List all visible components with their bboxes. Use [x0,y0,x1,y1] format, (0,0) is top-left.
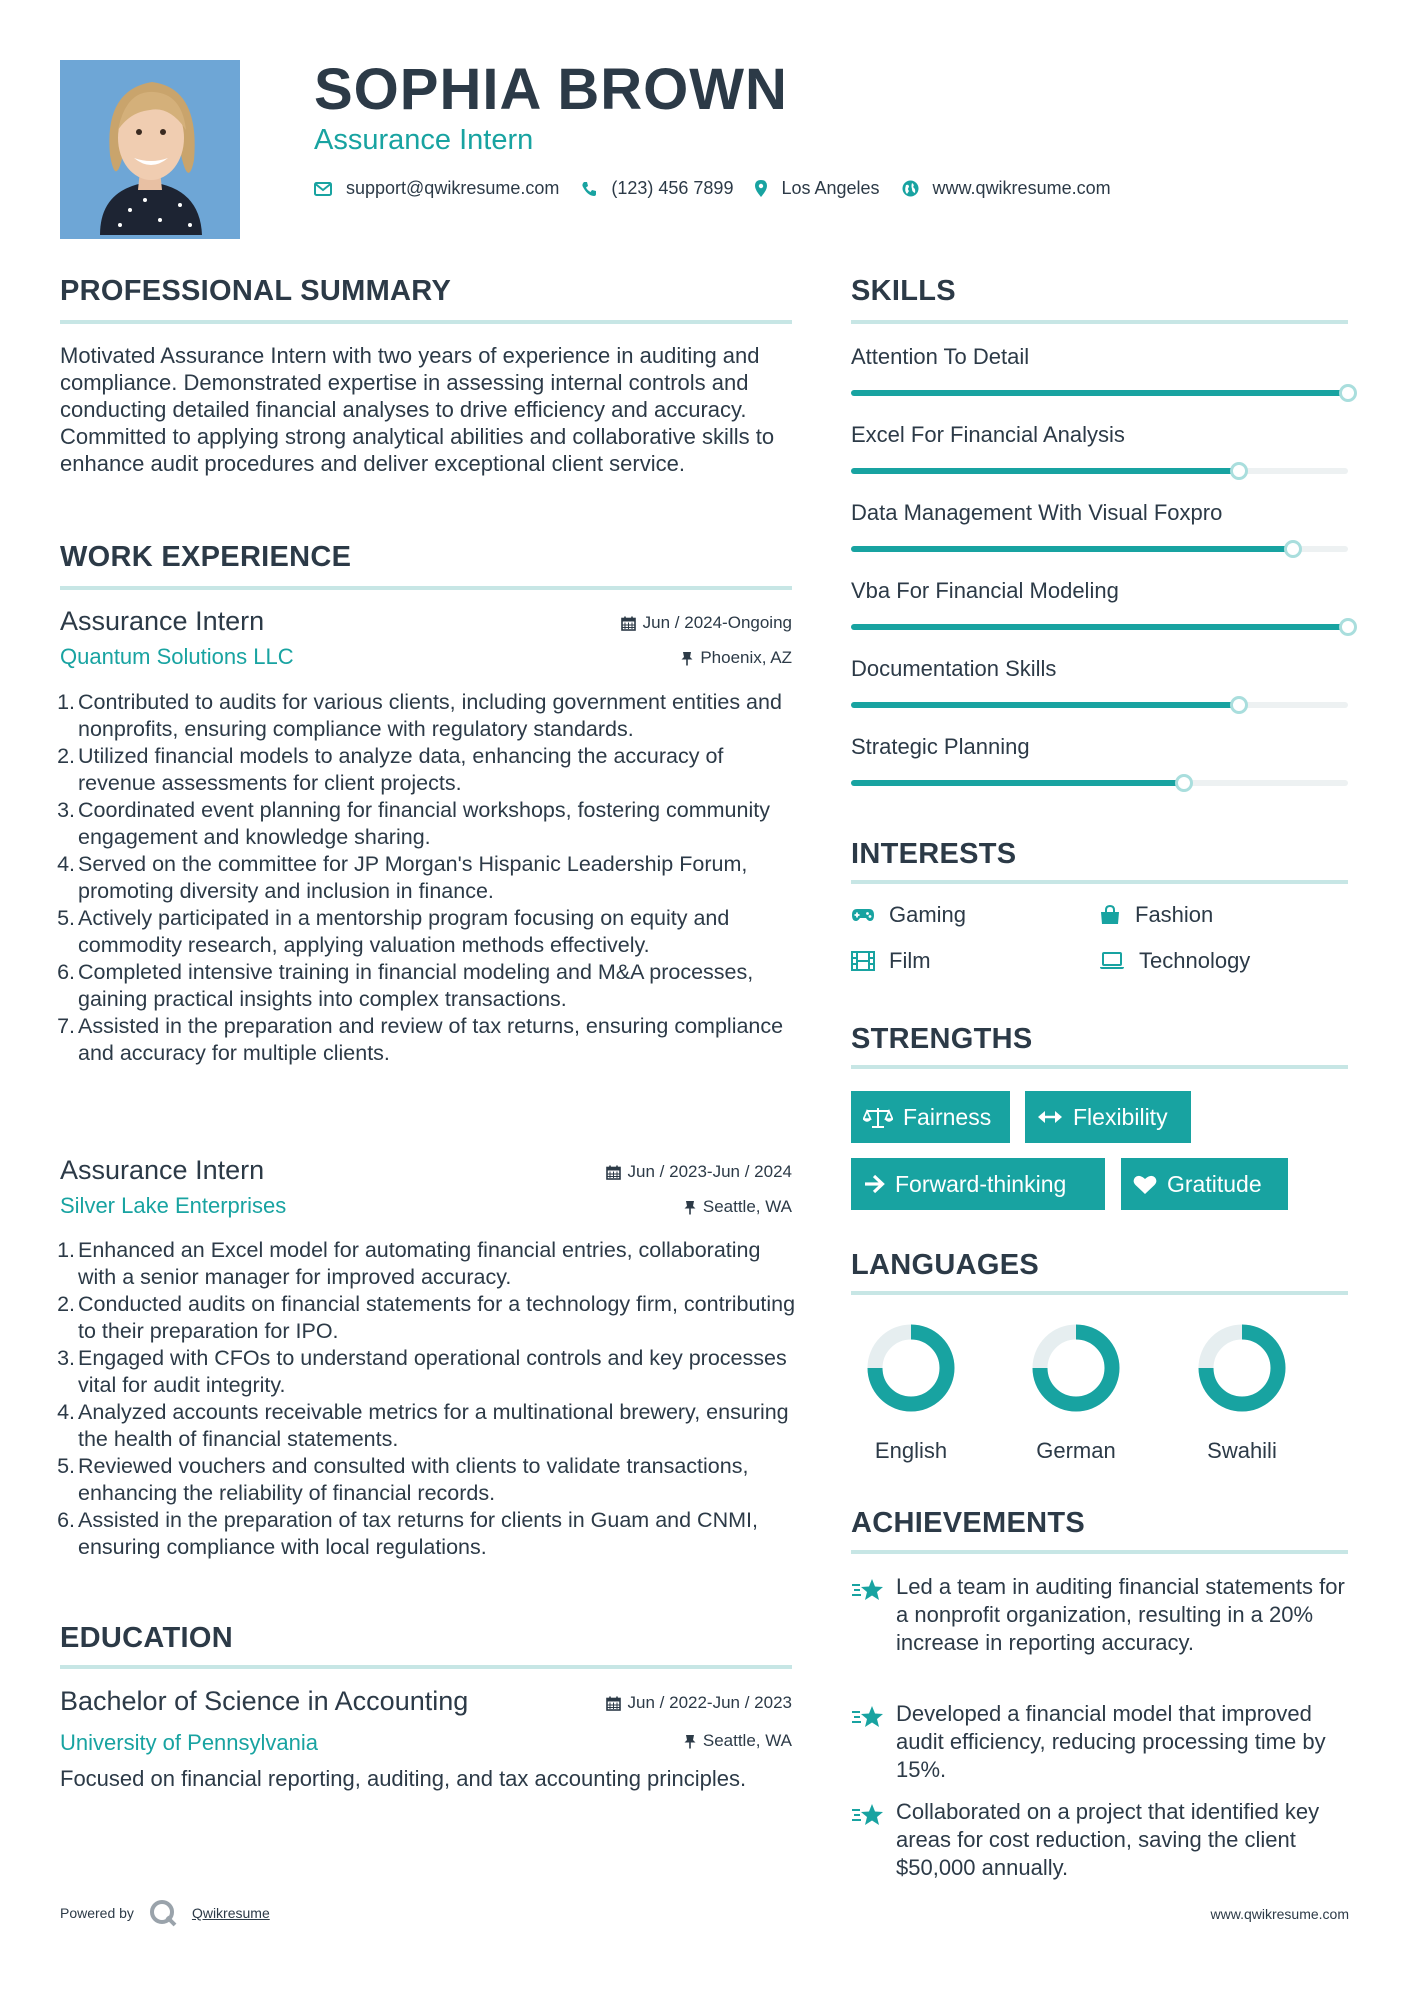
pushpin-icon [684,1734,696,1749]
strengths-heading: STRENGTHS [851,1023,1033,1055]
interest-label: Fashion [1135,902,1214,927]
envelope-icon [314,182,332,196]
skill-bar [851,702,1348,708]
skills-heading: SKILLS [851,275,956,307]
contact-phone[interactable] [581,178,733,199]
job-company: Quantum Solutions LLC [60,644,294,669]
calendar-icon [606,1165,621,1180]
list-item: 5. Actively participated in a mentorship program focusing on equity and commodity research, applying valuation methods effectively. [57,906,730,957]
experience-heading: WORK EXPERIENCE [60,541,352,573]
job-location-text: Seattle, WA [702,1197,792,1216]
list-item: 6. Assisted in the preparation of tax returns for clients in Guam and CNMI, ensuring compliance with local regulations. [57,1508,758,1559]
skill-label: Excel For Financial Analysis [851,422,1125,447]
skill-label: Attention To Detail [851,344,1030,369]
footer-website[interactable]: www.qwikresume.com [1210,1906,1349,1922]
job-date [606,1162,792,1182]
education-date-text: Jun / 2022-Jun / 2023 [627,1693,792,1712]
contact-email-text: support@qwikresume.com [346,178,560,198]
bullet-text: Utilized financial models to analyze data, enhancing the accuracy of revenue assessments for client projects. [78,744,724,795]
strength-label: Gratitude [1167,1170,1262,1197]
shooting-star-icon [851,1704,885,1730]
candidate-title: Assurance Intern [314,124,534,156]
footer-brand-link[interactable]: Qwikresume [191,1905,270,1921]
job-location-text: Phoenix, AZ [700,648,792,667]
education-degree: Bachelor of Science in Accounting [60,1686,469,1716]
education-location-text: Seattle, WA [702,1731,792,1750]
language-label: English [874,1438,948,1463]
skill-bar-fill [851,780,1184,786]
bullet-text: Analyzed accounts receivable metrics for a multinational brewery, ensuring the health of financial statements. [78,1400,789,1451]
strength-chip [1121,1158,1288,1210]
film-icon [851,951,875,971]
interest-label: Gaming [889,902,967,927]
bullet-text: Conducted audits on financial statements for a technology firm, contributing to their preparation for IPO. [78,1292,796,1343]
skill-bar-fill [851,546,1293,552]
summary-text: Motivated Assurance Intern with two years of experience in auditing and compliance. Demonstrated expertise in assessing internal controls and conducting detailed financial analyses to drive efficiency and accuracy. Committed to applying strong analytical abilities and collaborative skills to enhance audit procedures and deliver exceptional client service. [60,343,775,476]
strength-chip [1025,1091,1191,1143]
achievements-heading: ACHIEVEMENTS [851,1507,1086,1539]
bullet-text: Reviewed vouchers and consulted with clients to validate transactions, enhancing the reliability of financial records. [78,1454,749,1505]
heart-icon [1133,1174,1157,1195]
bullet-text: Completed intensive training in financial modeling and M&A processes, gaining practical insights into complex transactions. [78,960,754,1011]
interest-item [851,948,931,974]
list-item: 2. Utilized financial models to analyze data, enhancing the accuracy of revenue assessments for client projects. [57,744,724,795]
skill-label: Vba For Financial Modeling [851,578,1119,603]
job-1-bullets [57,689,798,1067]
skill-bar [851,390,1348,396]
bullet-text: Assisted in the preparation and review of tax returns, ensuring compliance and accuracy for multiple clients. [78,1014,784,1065]
shooting-star-icon [851,1802,885,1828]
contact-phone-text: (123) 456 7899 [611,178,734,198]
education-description: Focused on financial reporting, auditing, and tax accounting principles. [60,1766,747,1791]
interest-label: Technology [1139,948,1251,973]
balance-scale-icon [863,1106,893,1128]
job-company: Silver Lake Enterprises [60,1193,287,1218]
education-date [606,1693,792,1713]
skill-label: Data Management With Visual Foxpro [851,500,1223,525]
list-item: 4. Served on the committee for JP Morgan's Hispanic Leadership Forum, promoting diversity and inclusion in finance. [57,852,748,903]
list-item: 3. Engaged with CFOs to understand operational controls and key processes vital for audit integrity. [57,1346,787,1397]
language-ring [863,1320,959,1416]
achievement-item [851,1700,1351,1784]
job-location [684,1197,792,1217]
phone-icon [581,181,597,197]
bullet-text: Coordinated event planning for financial workshops, fostering community engagement and knowledge sharing. [78,798,770,849]
pushpin-icon [684,1200,696,1215]
contact-location-text: Los Angeles [781,178,880,198]
achievement-item [851,1573,1351,1657]
language-item [1011,1320,1141,1464]
list-item: 4. Analyzed accounts receivable metrics for a multinational brewery, ensuring the health of financial statements. [57,1400,789,1451]
strength-label: Forward-thinking [895,1170,1067,1197]
qwikresume-logo-icon [148,1898,178,1928]
bullet-text: Engaged with CFOs to understand operational controls and key processes vital for audit integrity. [78,1346,787,1397]
interest-item [1099,948,1250,974]
interest-label: Film [889,948,931,973]
job-role: Assurance Intern [60,606,265,636]
strength-chip [851,1158,1105,1210]
interest-item [1099,902,1213,928]
achievement-item [851,1798,1351,1882]
strength-chip [851,1091,1010,1143]
skill-bar-fill [851,702,1239,708]
contact-bar [314,178,1133,199]
bullet-text: Assisted in the preparation of tax returns for clients in Guam and CNMI, ensuring compliance with local regulations. [78,1508,758,1559]
education-heading: EDUCATION [60,1622,233,1654]
map-pin-icon [755,180,767,197]
skill-bar [851,468,1348,474]
list-item: 1. Enhanced an Excel model for automating financial entries, collaborating with a senior manager for improved accuracy. [57,1238,761,1289]
summary-rule [60,320,792,324]
pushpin-icon [681,651,693,666]
calendar-icon [621,616,636,631]
powered-by-label: Powered by [60,1905,134,1921]
strength-label: Flexibility [1073,1103,1168,1130]
list-item: 5. Reviewed vouchers and consulted with clients to validate transactions, enhancing the reliability of financial records. [57,1454,749,1505]
skills-rule [851,320,1348,324]
education-school: University of Pennsylvania [60,1730,319,1755]
contact-email[interactable] [314,178,559,199]
skill-label: Documentation Skills [851,656,1057,681]
laptop-icon [1099,952,1125,970]
job-date-text: Jun / 2023-Jun / 2024 [627,1162,792,1181]
job-header-1 [60,606,792,676]
skill-bar-knob [1284,540,1302,558]
footer-powered-by [60,1898,270,1928]
education-header [60,1686,792,1756]
interest-item [851,902,966,928]
strength-label: Fairness [903,1103,992,1130]
bullet-text: Served on the committee for JP Morgan's Hispanic Leadership Forum, promoting diversity and inclusion in finance. [78,852,748,903]
language-label: Swahili [1207,1438,1277,1463]
skill-bar-fill [851,624,1348,630]
job-location [681,648,792,668]
language-item [1177,1320,1307,1464]
job-header-2 [60,1155,792,1225]
education-location [684,1731,792,1751]
gamepad-icon [851,907,875,923]
contact-website-text: www.qwikresume.com [932,178,1111,198]
list-item: 2. Conducted audits on financial statements for a technology firm, contributing to their preparation for IPO. [57,1292,796,1343]
job-2-bullets [57,1237,798,1561]
skill-bar-knob [1339,384,1357,402]
list-item: 1. Contributed to audits for various clients, including government entities and nonprofits, ensuring compliance with regulatory standards. [57,690,782,741]
languages-heading: LANGUAGES [851,1249,1039,1281]
arrow-right-icon [863,1174,885,1194]
job-date-text: Jun / 2024-Ongoing [642,613,792,632]
skill-bar [851,624,1348,630]
language-item [846,1320,976,1464]
shooting-star-icon [851,1577,885,1603]
contact-website[interactable] [902,178,1111,199]
job-date [621,613,792,633]
contact-location [755,178,879,199]
experience-rule [60,586,792,590]
language-ring [1028,1320,1124,1416]
profile-photo [60,60,240,239]
shopping-bag-icon [1099,905,1121,925]
achievements-rule [851,1550,1348,1554]
arrows-horizontal-icon [1037,1109,1063,1125]
language-label: German [1036,1438,1116,1463]
skill-bar-knob [1230,462,1248,480]
candidate-name: SOPHIA BROWN [314,57,788,122]
bullet-text: Contributed to audits for various clients, including government entities and nonprofits, ensuring compliance with regulatory standards. [78,690,782,741]
education-rule [60,1665,792,1669]
skill-label: Strategic Planning [851,734,1030,759]
achievement-text: Led a team in auditing financial statements for a nonprofit organization, resulting in a 20% increase in reporting accuracy. [896,1574,1345,1655]
bullet-text: Enhanced an Excel model for automating financial entries, collaborating with a senior manager for improved accuracy. [78,1238,761,1289]
interests-heading: INTERESTS [851,838,1017,870]
skill-bar [851,780,1348,786]
skill-bar-fill [851,468,1239,474]
skill-bar-knob [1175,774,1193,792]
job-role: Assurance Intern [60,1155,265,1185]
language-ring [1194,1320,1290,1416]
calendar-icon [606,1696,621,1711]
globe-icon [902,180,919,197]
achievement-text: Developed a financial model that improved audit efficiency, reducing processing time by 15%. [896,1701,1326,1782]
list-item: 6. Completed intensive training in financial modeling and M&A processes, gaining practical insights into complex transactions. [57,960,754,1011]
interests-rule [851,880,1348,884]
list-item: 3. Coordinated event planning for financial workshops, fostering community engagement and knowledge sharing. [57,798,770,849]
summary-heading: PROFESSIONAL SUMMARY [60,275,452,307]
strengths-rule [851,1065,1348,1069]
achievement-text: Collaborated on a project that identified key areas for cost reduction, saving the client $50,000 annually. [896,1799,1320,1880]
skill-bar-knob [1230,696,1248,714]
languages-rule [851,1291,1348,1295]
skill-bar-fill [851,390,1348,396]
bullet-text: Actively participated in a mentorship program focusing on equity and commodity research, applying valuation methods effectively. [78,906,730,957]
skill-bar [851,546,1348,552]
skill-bar-knob [1339,618,1357,636]
list-item: 7. Assisted in the preparation and review of tax returns, ensuring compliance and accuracy for multiple clients. [57,1014,784,1065]
